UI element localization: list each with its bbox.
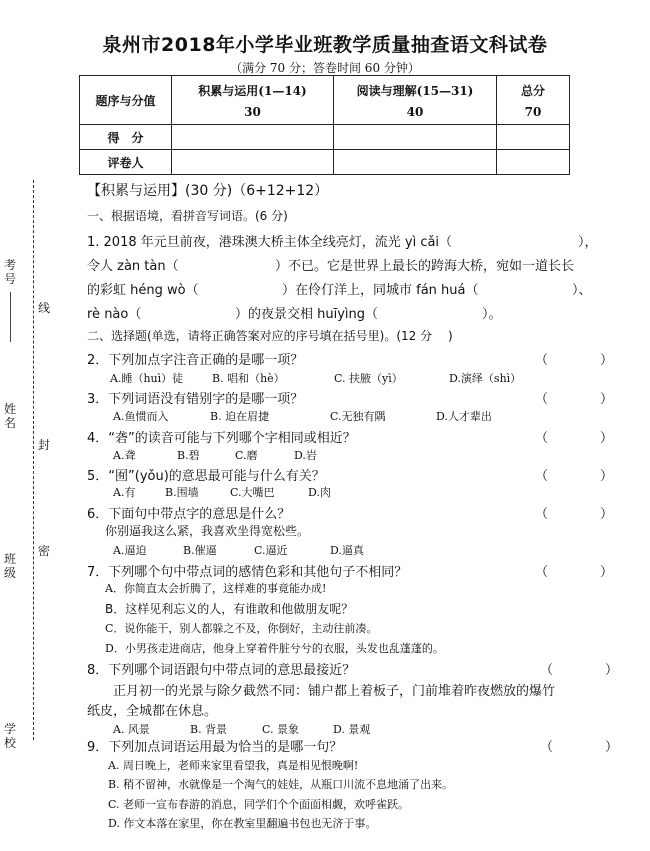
q2-answer-box[interactable]: （ ）	[535, 353, 614, 368]
line-mark: 线	[38, 301, 51, 315]
q9-option-a: A. 周日晚上，老师来家里看望我，真是相见恨晚啊!	[108, 759, 359, 772]
binding-line	[33, 180, 34, 740]
col1-cell	[172, 76, 334, 125]
q1-line2-start: 令人 zàn tàn（	[87, 259, 179, 274]
q8-option-a: A. 风景	[113, 723, 150, 736]
exam-no-field[interactable]	[10, 292, 12, 342]
q1-line4-mid: ）的夜景交相 huīyìng（	[235, 307, 379, 322]
score-cell-1[interactable]	[172, 125, 334, 150]
col3-cell	[497, 76, 570, 125]
seal-mark: 封	[38, 438, 51, 452]
q6-answer-box[interactable]: （ ）	[535, 507, 614, 522]
q8-passage-line2: 纸皮，全城都在休息。	[87, 704, 218, 719]
grader-cell-1[interactable]	[172, 150, 334, 175]
name-label: 姓名	[4, 402, 17, 430]
score-table	[79, 75, 570, 175]
q8-stem: 8．下列哪个词语跟句中带点词的意思最接近？	[87, 663, 356, 678]
q6-option-c: C.逼近	[254, 544, 288, 557]
q1-line3-start: 的彩虹 héng wò（	[87, 283, 199, 298]
q2-option-c: C. 扶腋（yì）	[334, 372, 403, 385]
col2-cell	[334, 76, 497, 125]
q2-option-a: A.睡（huì）徒	[110, 372, 184, 385]
q5-option-b: B.围墙	[165, 486, 199, 499]
q3-option-b: B. 迫在眉捷	[210, 410, 270, 423]
q6-option-b: B.催逼	[183, 544, 217, 557]
q5-option-a: A.有	[113, 486, 136, 499]
class-label: 班级	[4, 552, 17, 580]
q1-line4-end: ）。	[482, 307, 502, 322]
exam-no-label: 考号	[4, 258, 17, 286]
q9-answer-box[interactable]: （ ）	[540, 740, 619, 755]
q9-option-b: B. 稍不留神，水就像是一个淘气的娃娃，从瓶口川流不息地涌了出来。	[108, 778, 454, 791]
q2-stem: 2．下列加点字注音正确的是哪一项？	[87, 353, 304, 368]
page-subtitle: （满分 70 分；答卷时间 60 分钟）	[230, 61, 420, 75]
q6-option-d: D.逼真	[330, 544, 364, 557]
q6-sentence: 你别逼我这么紧，我喜欢坐得宽松些。	[105, 524, 310, 538]
q1-line3-mid: ）在伶仃洋上，同城市 fán huá（	[282, 283, 479, 298]
part2-title: 二、选择题(单选，请将正确答案对应的序号填在括号里)。(12 分 )	[87, 329, 453, 343]
section-title: 【积累与运用】(30 分)（6+12+12）	[87, 183, 329, 199]
q8-passage-line1: 正月初一的光景与除夕截然不同：铺户都上着板子，门前堆着昨夜燃放的爆竹	[113, 684, 556, 699]
q3-stem: 3．下列词语没有错别字的是哪一项？	[87, 392, 304, 407]
q7-option-c: C．说你能干，别人都躲之不及，你倒好，主动往前凑。	[105, 622, 378, 635]
q8-option-d: D. 景观	[333, 723, 371, 736]
q7-stem: 7．下列哪个句中带点词的感情色彩和其他句子不相同？	[87, 565, 408, 580]
score-cell-3[interactable]	[497, 125, 570, 150]
q1-line3-end: ）、	[572, 283, 592, 298]
school-label: 学校	[4, 722, 17, 750]
grader-cell-3[interactable]	[497, 150, 570, 175]
q2-option-d: D.演绎（shì）	[449, 372, 522, 385]
q7-option-b: B．这样见利忘义的人，有谁敢和他做朋友呢？	[105, 602, 354, 616]
q1-line4-start: rè nào（	[87, 307, 142, 322]
col1-points: 30	[244, 104, 261, 119]
q4-option-b: B.碧	[177, 449, 200, 462]
q8-option-c: C. 景象	[262, 723, 300, 736]
q3-option-c: C.无独有隅	[330, 410, 386, 423]
q5-option-d: D.肉	[308, 486, 331, 499]
q6-option-a: A.逼迫	[113, 544, 147, 557]
q2-option-b: B. 唱和（hè）	[212, 372, 285, 385]
q8-answer-box[interactable]: （ ）	[540, 663, 619, 678]
q3-answer-box[interactable]: （ ）	[535, 392, 614, 407]
secret-mark: 密	[38, 544, 51, 558]
q5-stem: 5．“囿”(yǒu)的意思最可能与什么有关？	[87, 469, 325, 484]
q9-option-c: C. 老师一宣布春游的消息，同学们个个面面相觑，欢呼雀跃。	[108, 798, 410, 811]
part1-title: 一、根据语境，看拼音写词语。(6 分)	[87, 209, 288, 223]
q1-line1-end: ），	[578, 235, 598, 250]
q6-stem: 6．下面句中带点字的意思是什么？	[87, 507, 291, 522]
grader-row-label: 评卷人	[80, 150, 172, 175]
q7-answer-box[interactable]: （ ）	[535, 565, 614, 580]
col2-points: 40	[406, 104, 424, 119]
q8-option-b: B. 背景	[190, 723, 228, 736]
q1-line2-end: ）不已。它是世界上最长的跨海大桥，宛如一道长长	[275, 259, 575, 274]
q1-line1-start: 1. 2018 年元旦前夜，港珠澳大桥主体全线亮灯，流光 yì cǎi（	[87, 235, 453, 250]
q4-option-c: C.磨	[235, 449, 258, 462]
col3-title: 总分	[520, 83, 545, 98]
col1-title: 积累与运用(1—14)	[198, 83, 307, 98]
q4-answer-box[interactable]: （ ）	[535, 431, 614, 446]
q4-stem: 4．“砻”的读音可能与下列哪个字相同或相近？	[87, 431, 356, 446]
q7-option-a: A．你简直太会折腾了，这样难的事竟能办成!	[105, 582, 327, 595]
q5-answer-box[interactable]: （ ）	[535, 469, 614, 484]
q3-option-a: A.鱼惯而入	[113, 410, 169, 423]
q5-option-c: C.大嘴巴	[230, 486, 275, 499]
q9-stem: 9．下列加点词语运用最为恰当的是哪一句？	[87, 740, 343, 755]
score-cell-2[interactable]	[334, 125, 497, 150]
q3-option-d: D.人才辈出	[436, 410, 492, 423]
q4-option-a: A.聋	[113, 449, 136, 462]
col2-title: 阅读与理解(15—31)	[356, 83, 474, 98]
grader-cell-2[interactable]	[334, 150, 497, 175]
col3-points: 70	[524, 104, 542, 119]
q7-option-d: D．小男孩走进商店，他身上穿着件脏兮兮的衣服，头发也乱蓬蓬的。	[105, 642, 444, 655]
score-row-label: 得 分	[80, 125, 172, 150]
q9-option-d: D. 作文本落在家里，你在教室里翻遍书包也无济于事。	[108, 817, 377, 830]
row-header-cell: 题序与分值	[80, 76, 172, 125]
q4-option-d: D.岩	[294, 449, 317, 462]
page-title: 泉州市2018年小学毕业班教学质量抽查语文科试卷	[102, 34, 548, 56]
